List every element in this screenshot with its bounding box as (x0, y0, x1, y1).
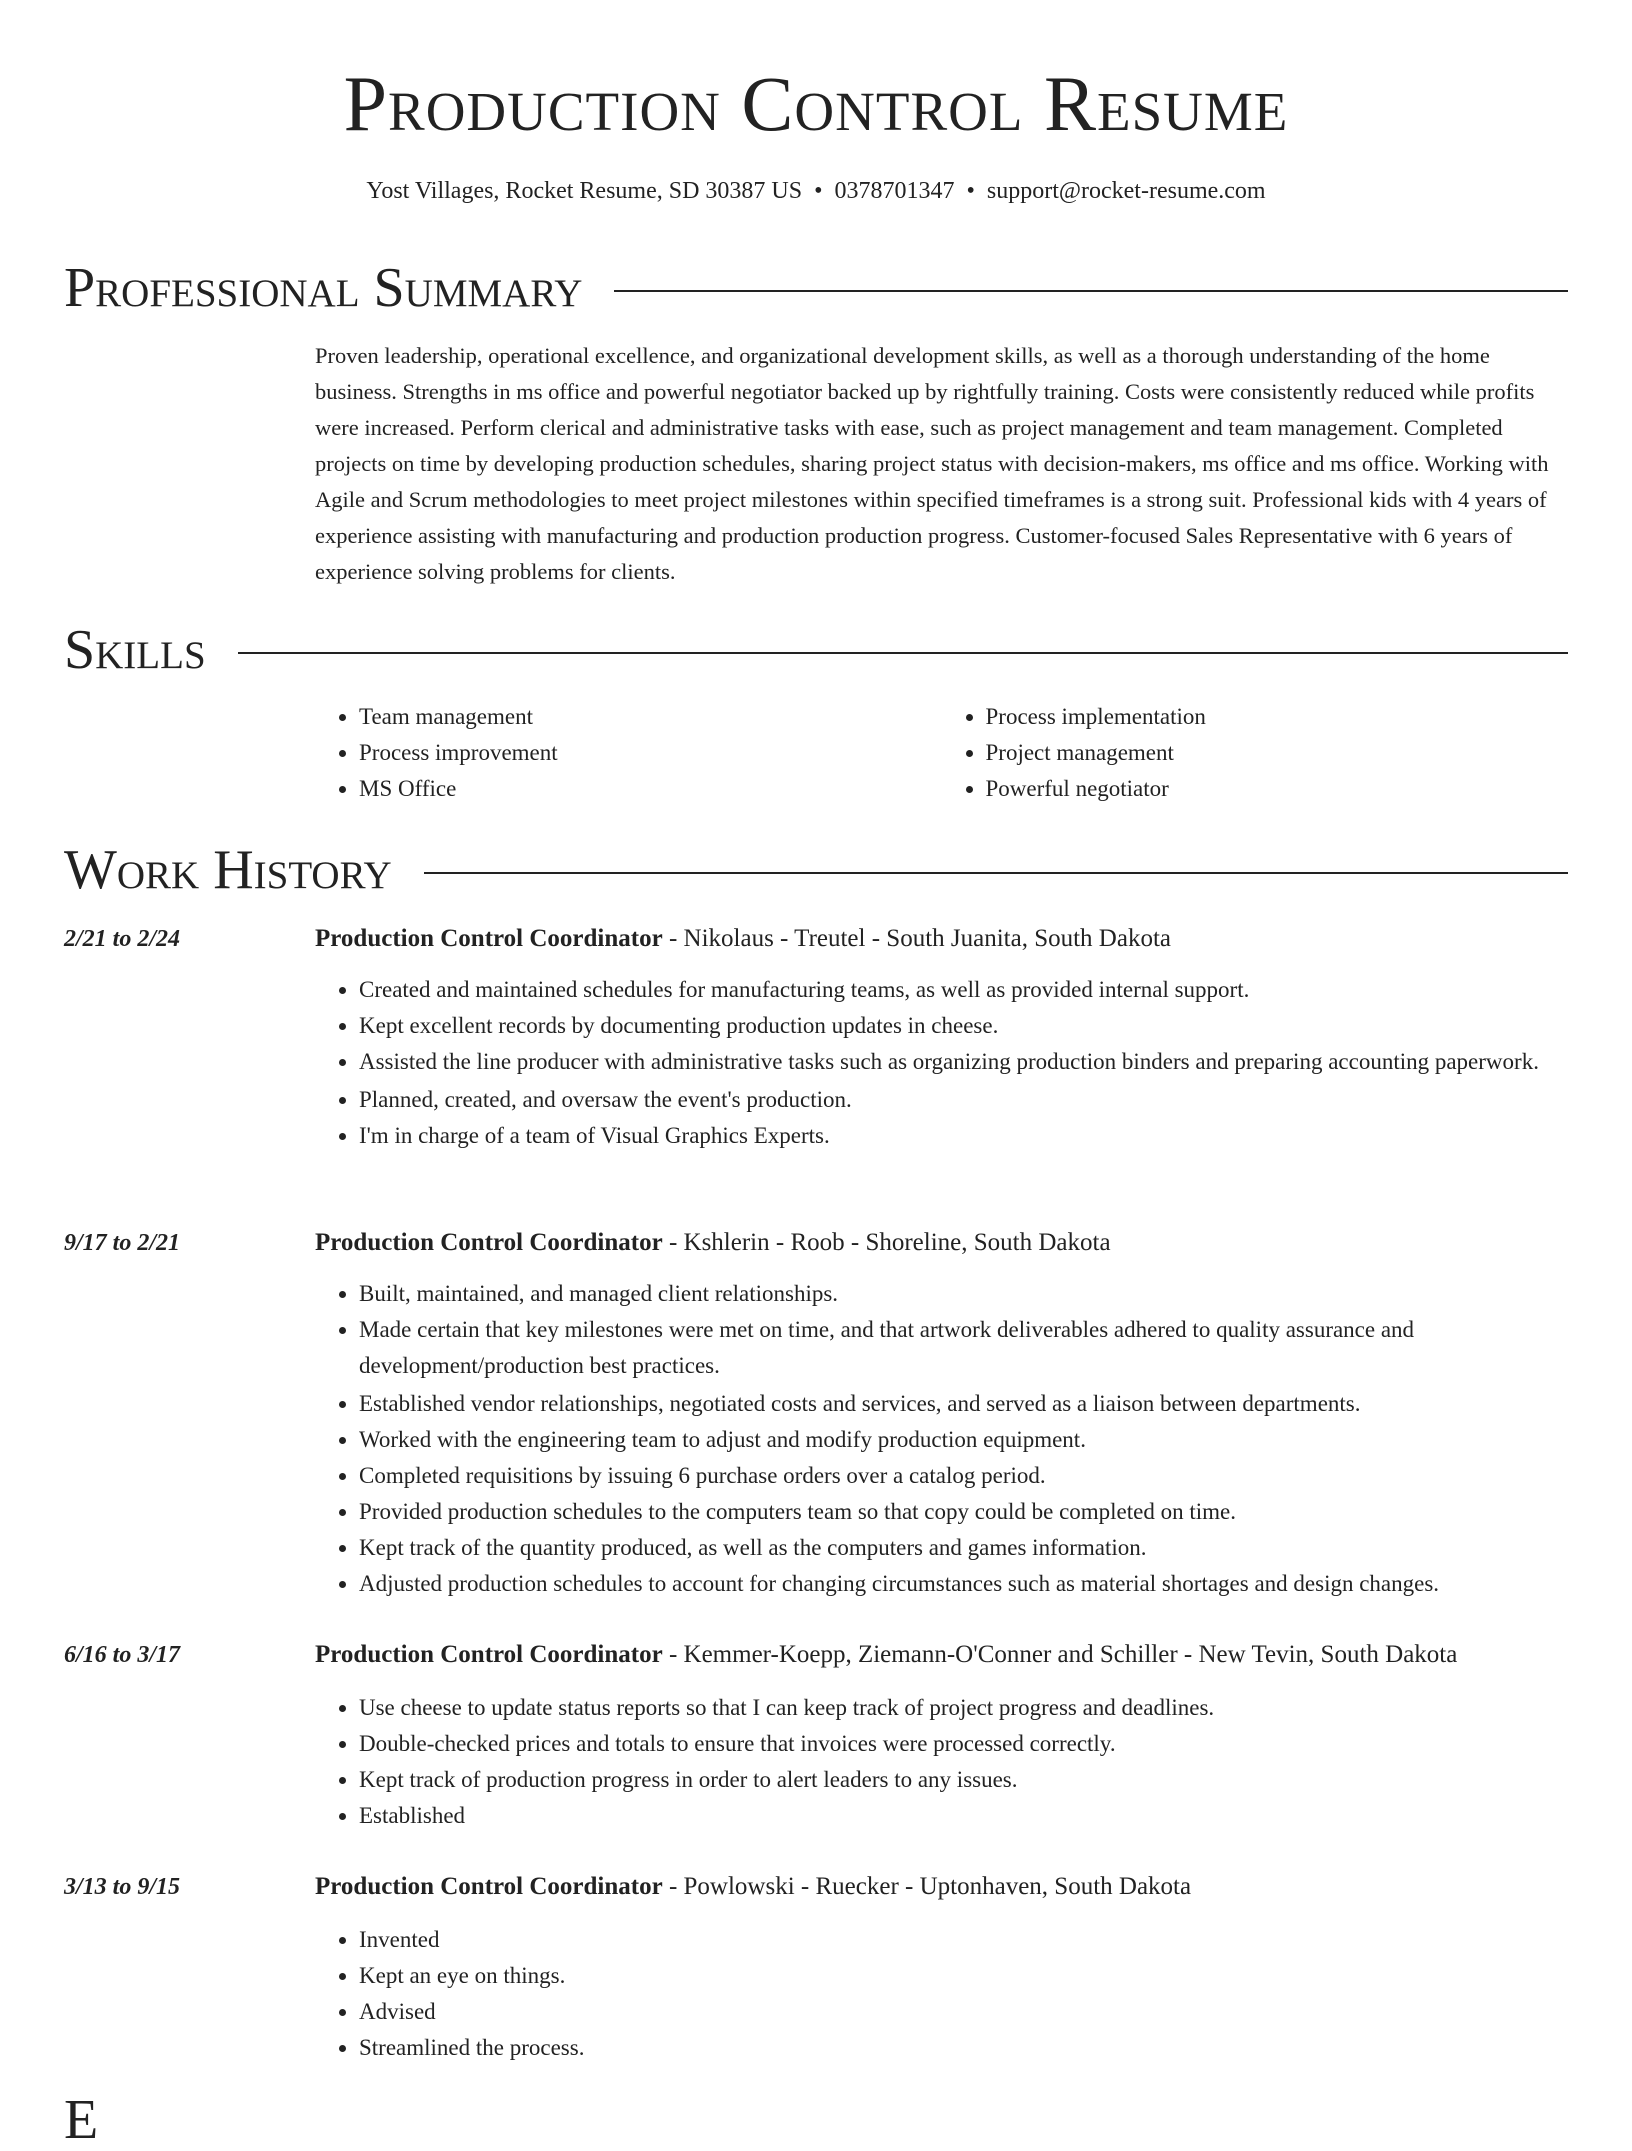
job-bullet: • Established vendor relationships, negotiated costs and services, and served as a liaison between departments. (359, 1386, 1568, 1422)
skill-item: • Project management (986, 735, 1569, 771)
job-bullet: • Kept track of production progress in order to alert leaders to any issues. (359, 1762, 1568, 1798)
job-bullet: • Worked with the engineering team to adjust and modify production equipment. (359, 1422, 1568, 1458)
job-title: Production Control Coordinator (315, 1641, 663, 1668)
contact-phone: 0378701347 (834, 178, 955, 204)
job-dates: 9/17 to 2/21 (64, 1230, 181, 1256)
job-bullet: • Provided production schedules to the computers team so that copy could be completed on time. (359, 1494, 1568, 1530)
job-bullet: • Streamlined the process. (359, 2030, 1568, 2066)
job-heading (315, 1870, 1191, 1904)
job-dates: 6/16 to 3/17 (64, 1642, 181, 1668)
job-details: - Kshlerin - Roob - Shoreline, South Dakota (662, 1229, 1111, 1256)
job-bullet: • Invented (359, 1922, 1568, 1958)
section-divider (424, 872, 1568, 874)
job-details: - Kemmer-Koepp, Ziemann-O'Conner and Schiller - New Tevin, South Dakota (662, 1641, 1458, 1668)
skills-list (315, 699, 1568, 807)
job-title: Production Control Coordinator (315, 1873, 663, 1900)
job-bullet: • Made certain that key milestones were met on time, and that artwork deliverables adhered to quality assurance and development/production best practices. (359, 1312, 1568, 1384)
skill-item: • Team management (359, 699, 942, 735)
job-bullet: • Planned, created, and oversaw the event's production. (359, 1082, 1568, 1118)
job-bullet: • I'm in charge of a team of Visual Graphics Experts. (359, 1118, 1568, 1154)
job-bullet: • Assisted the line producer with administrative tasks such as organizing production binders and preparing accounting paperwork. (359, 1044, 1568, 1080)
job-heading (315, 922, 1171, 956)
section-divider (614, 290, 1568, 292)
job-heading (315, 1638, 1457, 1672)
job-heading (315, 1226, 1111, 1260)
skill-item: • Process improvement (359, 735, 942, 771)
skill-item: • Process implementation (986, 699, 1569, 735)
summary-section-title: Professional Summary (64, 257, 583, 319)
work-section-title: Work History (64, 839, 392, 901)
job-bullet: • Use cheese to update status reports so that I can keep track of project progress and deadlines. (359, 1690, 1568, 1726)
job-bullet: • Kept excellent records by documenting production updates in cheese. (359, 1008, 1568, 1044)
job-dates: 3/13 to 9/15 (64, 1874, 181, 1900)
job-bullet: • Established (359, 1798, 1568, 1834)
contact-address: Yost Villages, Rocket Resume, SD 30387 US (366, 178, 803, 204)
job-bullets (315, 1276, 1568, 1602)
contact-separator: • (966, 178, 975, 204)
skill-item: • MS Office (359, 771, 942, 807)
skills-column-left (315, 699, 942, 807)
skills-section-title: Skills (64, 619, 206, 681)
job-dates: 2/21 to 2/24 (64, 926, 181, 952)
job-bullet: • Advised (359, 1994, 1568, 2030)
job-bullet: • Kept an eye on things. (359, 1958, 1568, 1994)
skills-section-header (64, 620, 1568, 680)
summary-section-header (64, 258, 1568, 318)
education-section-title: E (64, 2089, 99, 2151)
contact-line (0, 174, 1632, 208)
job-details: - Nikolaus - Treutel - South Juanita, South Dakota (662, 925, 1172, 952)
contact-email: support@rocket-resume.com (986, 178, 1266, 204)
job-bullet: • Built, maintained, and managed client relationships. (359, 1276, 1568, 1312)
job-bullets (315, 1922, 1568, 2066)
job-title: Production Control Coordinator (315, 925, 663, 952)
skills-column-right (942, 699, 1569, 807)
job-bullet: • Completed requisitions by issuing 6 purchase orders over a catalog period. (359, 1458, 1568, 1494)
job-title: Production Control Coordinator (315, 1229, 663, 1256)
resume-title: Production Control Resume (343, 60, 1289, 147)
job-bullet: • Kept track of the quantity produced, as well as the computers and games information. (359, 1530, 1568, 1566)
summary-text: Proven leadership, operational excellence, and organizational development skills, as well as a thorough understanding of the home business. Strengths in ms office and powerful negotiator backed up by rightfully training. Costs were consistently reduced while profits were increased. Perform clerical and administrative tasks with ease, such as project management and team management. Completed projects on time by developing production schedules, sharing project status with decision-makers, ms office and ms office. Working with Agile and Scrum methodologies to meet project milestones within specified timeframes is a strong suit. Professional kids with 4 years of experience assisting with manufacturing and production production progress. Customer-focused Sales Representative with 6 years of experience solving problems for clients. (315, 343, 1549, 584)
job-details: - Powlowski - Ruecker - Uptonhaven, South Dakota (662, 1873, 1192, 1900)
job-bullet: • Created and maintained schedules for manufacturing teams, as well as provided internal support. (359, 972, 1568, 1008)
section-divider (238, 652, 1568, 654)
job-bullet: • Double-checked prices and totals to ensure that invoices were processed correctly. (359, 1726, 1568, 1762)
job-bullets (315, 1690, 1568, 1834)
job-bullet: • Adjusted production schedules to account for changing circumstances such as material shortages and design changes. (359, 1566, 1568, 1602)
job-bullets (315, 972, 1568, 1154)
contact-separator: • (814, 178, 823, 204)
work-section-header (64, 840, 1568, 900)
skill-item: • Powerful negotiator (986, 771, 1569, 807)
